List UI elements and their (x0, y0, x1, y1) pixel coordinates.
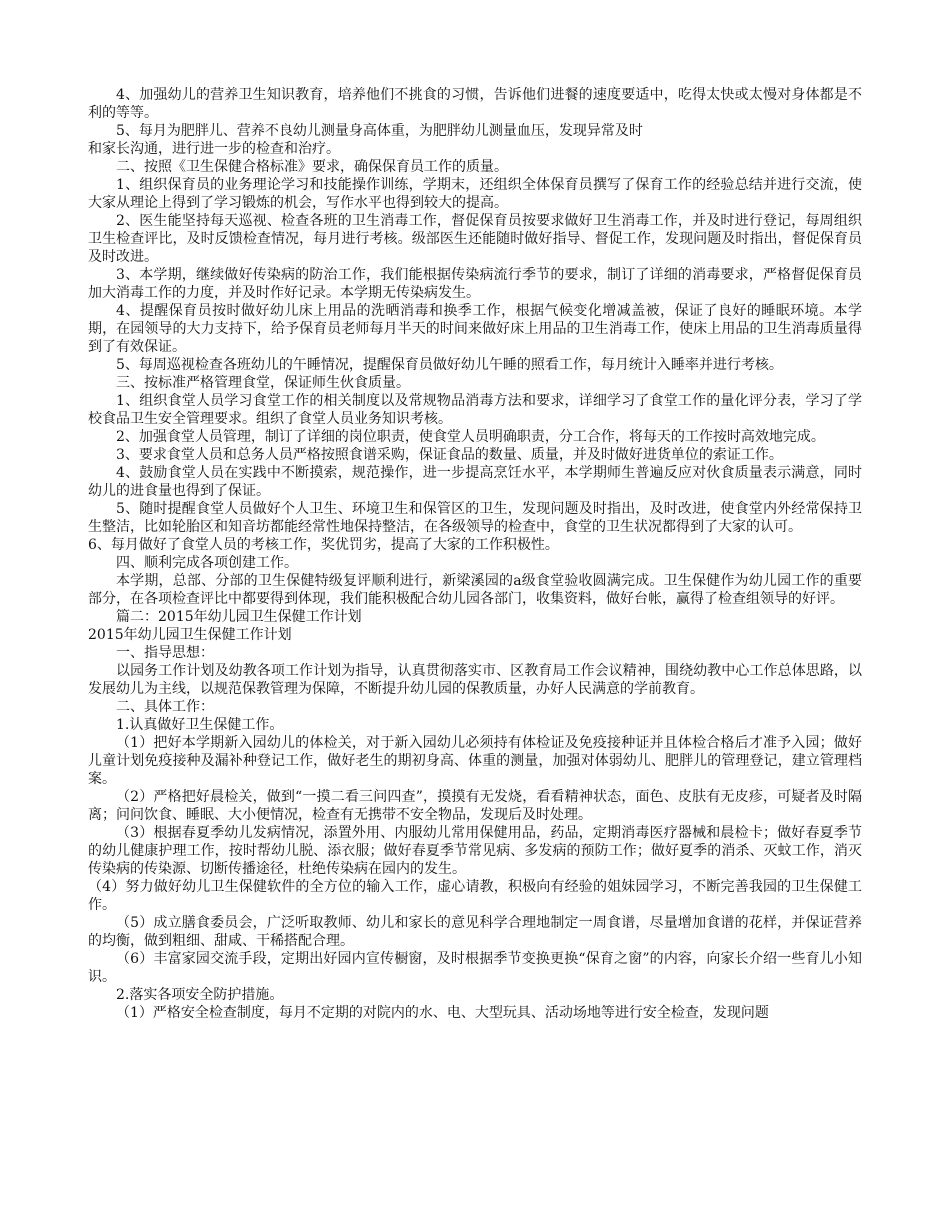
paragraph: 2.落实各项安全防护措施。 (116, 987, 284, 1003)
paragraph: （2）严格把好晨检关，做到“一摸二看三问四查”，摸摸有无发烧，看看精神状态，面色、皮肤有无皮疹，可疑者及时隔离；问问饮食、睡眠、大小便情况，检查有无携带不安全物品，发现后及时处理。 (88, 789, 862, 823)
paragraph: （5）成立膳食委员会，广泛听取教师、幼儿和家长的意见科学合理地制定一周食谱，尽量增加食谱的花样，并保证营养的均衡，做到粗细、甜咸、干稀搭配合理。 (88, 915, 862, 949)
paragraph: （1）严格安全检查制度，每月不定期的对院内的水、电、大型玩具、活动场地等进行安全检查，发现问题 (116, 1005, 769, 1021)
paragraph: 四、顺利完成各项创建工作。 (116, 555, 298, 571)
paragraph: （4）努力做好幼儿卫生保健软件的全方位的输入工作，虚心请教，积极向有经验的姐妹园学习，不断完善我园的卫生保健工作。 (88, 879, 862, 913)
paragraph: 1.认真做好卫生保健工作。 (116, 717, 284, 733)
paragraph: 一、指导思想： (116, 645, 214, 661)
paragraph: 5、随时提醒食堂人员做好个人卫生、环境卫生和保管区的卫生，发现问题及时指出，及时改进，使食堂内外经常保持卫生整洁，比如轮胎区和知音坊都能经常性地保持整洁，在各级领导的检查中，食堂的卫生状况都得到了大家的认可。 (88, 501, 862, 535)
paragraph: 本学期，总部、分部的卫生保健特级复评顺利进行，新梁溪园的a级食堂验收圆满完成。卫生保健作为幼儿园工作的重要部分，在各项检查评比中都要得到体现，我们能积极配合幼儿园各部门，收集资料，做好台帐，赢得了检查组领导的好评。 (88, 573, 862, 607)
paragraph: 二、按照《卫生保健合格标准》要求，确保保育员工作的质量。 (116, 159, 508, 175)
paragraph: 4、加强幼儿的营养卫生知识教育，培养他们不挑食的习惯，告诉他们进餐的速度要适中，吃得太快或太慢对身体都是不利的等等。 (88, 87, 862, 121)
paragraph: （1）把好本学期新入园幼儿的体检关，对于新入园幼儿必须持有体检证及免疫接种证并且体检合格后才准予入园；做好儿童计划免疫接种及漏补种登记工作，做好老生的期初身高、体重的测量，加强对体弱幼儿、肥胖儿的管理登记，建立管理档案。 (88, 735, 862, 787)
paragraph: 4、鼓励食堂人员在实践中不断摸索，规范操作，进一步提高烹饪水平，本学期师生普遍反应对伙食质量表示满意，同时幼儿的进食量也得到了保证。 (88, 465, 862, 499)
paragraph: 以园务工作计划及幼教各项工作计划为指导，认真贯彻落实市、区教育局工作会议精神，围绕幼教中心工作总体思路，以发展幼儿为主线，以规范保教管理为保障，不断提升幼儿园的保教质量，办好人民满意的学前教育。 (88, 663, 862, 697)
paragraph: 2015年幼儿园卫生保健工作计划 (88, 627, 292, 643)
paragraph: 三、按标准严格管理食堂，保证师生伙食质量。 (116, 375, 410, 391)
paragraph: 和家长沟通，进行进一步的检查和治疗。 (88, 141, 340, 157)
paragraph: （3）根据春夏季幼儿发病情况，添置外用、内服幼儿常用保健用品，药品，定期消毒医疗器械和晨检卡；做好春夏季节的幼儿健康护理工作，按时帮幼儿脱、添衣服；做好春夏季节常见病、多发病的预防工作；做好夏季的消杀、灭蚊工作，消灭传染病的传染源、切断传播途径，杜绝传染病在园内的发生。 (88, 825, 862, 877)
paragraph: 4、提醒保育员按时做好幼儿床上用品的洗晒消毒和换季工作，根据气候变化增减盖被，保证了良好的睡眠环境。本学期，在园领导的大力支持下，给予保育员老师每月半天的时间来做好床上用品的卫生消毒工作，使床上用品的卫生消毒质量得到了有效保证。 (88, 303, 862, 355)
paragraph: 2、医生能坚持每天巡视、检查各班的卫生消毒工作，督促保育员按要求做好卫生消毒工作，并及时进行登记，每周组织卫生检查评比，及时反馈检查情况，每月进行考核。级部医生还能随时做好指导、督促工作，发现问题及时指出，督促保育员及时改进。 (88, 213, 862, 265)
paragraph: 篇二：2015年幼儿园卫生保健工作计划 (116, 609, 362, 625)
paragraph: 2、加强食堂人员管理，制订了详细的岗位职责，使食堂人员明确职责，分工合作，将每天的工作按时高效地完成。 (116, 429, 825, 445)
paragraph: （6）丰富家园交流手段，定期出好园内宣传橱窗，及时根据季节变换更换“保育之窗”的内容，向家长介绍一些育儿小知识。 (88, 951, 862, 985)
paragraph: 6、每月做好了食堂人员的考核工作，奖优罚劣，提高了大家的工作积极性。 (88, 537, 559, 553)
paragraph: 5、每周巡视检查各班幼儿的午睡情况，提醒保育员做好幼儿午睡的照看工作，每月统计入睡率并进行考核。 (116, 357, 783, 373)
paragraph: 3、本学期，继续做好传染病的防治工作，我们能根据传染病流行季节的要求，制订了详细的消毒要求，严格督促保育员加大消毒工作的力度，并及时作好记录。本学期无传染病发生。 (88, 267, 862, 301)
paragraph: 3、要求食堂人员和总务人员严格按照食谱采购，保证食品的数量、质量，并及时做好进货单位的索证工作。 (116, 447, 783, 463)
paragraph: 5、每月为肥胖儿、营养不良幼儿测量身高体重，为肥胖幼儿测量血压，发现异常及时 (116, 123, 643, 139)
paragraph: 1、组织食堂人员学习食堂工作的相关制度以及常规物品消毒方法和要求，详细学习了食堂工作的量化评分表，学习了学校食品卫生安全管理要求。组织了食堂人员业务知识考核。 (88, 393, 862, 427)
paragraph: 二、具体工作： (116, 699, 214, 715)
paragraph: 1、组织保育员的业务理论学习和技能操作训练，学期末，还组织全体保育员撰写了保育工作的经验总结并进行交流，使大家从理论上得到了学习锻炼的机会，写作水平也得到较大的提高。 (88, 177, 862, 211)
